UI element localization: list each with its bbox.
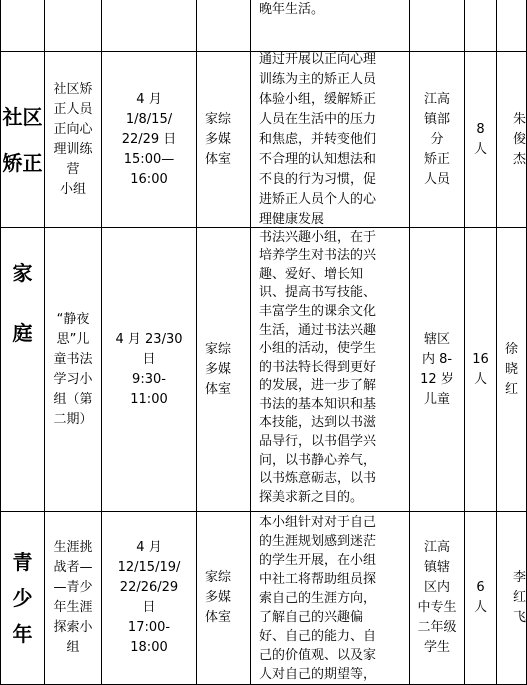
staff-cell	[497, 512, 526, 684]
count-line: 人	[473, 600, 487, 615]
content-line: 通过开展以正向心理	[259, 51, 377, 67]
content-line: 不良的行为习惯，促	[259, 171, 377, 187]
name-line: 二期）	[53, 411, 93, 427]
place-cell	[205, 512, 250, 684]
content-cell	[259, 225, 408, 511]
content-line: 体验小组，缓解矫正	[259, 91, 377, 107]
target-line: 12 岁	[420, 371, 454, 387]
content-line: 中社工将帮助组员探	[259, 571, 377, 587]
time-line: 22/26/29	[119, 580, 179, 595]
count-line: 16	[472, 351, 489, 367]
staff-line: 红	[512, 590, 526, 605]
count-line: 6	[476, 580, 485, 595]
place-line: 体室	[205, 151, 232, 167]
name-line: 童书法	[53, 351, 93, 367]
column-divider	[196, 0, 197, 685]
name-line: “静夜	[56, 311, 90, 327]
count-cell	[465, 512, 496, 684]
content-line: 的发展，进一步了解	[259, 378, 377, 394]
name-line: 营	[66, 161, 80, 177]
place-line: 家综	[205, 111, 232, 127]
time-line: 4 月	[136, 91, 162, 107]
category-line: 家	[12, 261, 33, 285]
staff-line: 红	[504, 381, 518, 397]
time-line: 15:00—	[123, 151, 175, 167]
content-cell	[259, 0, 407, 20]
place-line: 家综	[205, 570, 232, 585]
content-cell	[259, 512, 408, 684]
content-line: 的学生开展，在小组	[259, 552, 377, 568]
staff-cell	[497, 52, 526, 227]
content-line: 人员在生活中的压力	[259, 111, 377, 127]
name-line: 思”儿	[56, 331, 90, 347]
time-line: 日	[142, 600, 156, 615]
staff-cell	[497, 228, 526, 511]
content-line: 的书法特长得到更好	[259, 359, 377, 375]
name-line: 战者—	[53, 560, 93, 575]
content-line: 索自己的生涯方向，	[259, 590, 377, 606]
target-line: 学生	[423, 640, 450, 655]
content-line: 丰富学生的课余文化	[259, 303, 377, 319]
count-cell	[465, 52, 496, 227]
target-line: 分	[430, 131, 444, 147]
content-line: 进矫正人员个人的心	[259, 191, 377, 207]
place-line: 多媒	[205, 131, 232, 147]
category-line: 少	[12, 586, 33, 610]
category-line: 矫正	[2, 150, 43, 175]
content-line: 训练为主的矫正人员	[259, 71, 377, 87]
target-cell	[410, 228, 464, 511]
content-line: 探美求新之目的。	[259, 489, 364, 505]
content-line: 的生涯规划感到迷茫	[259, 533, 377, 549]
staff-line: 飞	[512, 610, 526, 625]
content-line: 小组的活动，使学生	[259, 341, 377, 357]
name-line: 小组	[59, 181, 86, 197]
staff-line: 俊	[512, 131, 526, 147]
name-cell	[45, 52, 101, 227]
content-line: 以书炼意砺志，以书	[259, 471, 377, 487]
content-cell	[259, 52, 408, 227]
content-line: 生活，通过书法兴趣	[259, 322, 377, 338]
content-line: 了解自己的兴趣偏	[259, 609, 364, 625]
content-line: 己的价值观、以及家	[259, 647, 377, 663]
content-line: 本技能，达到以书滋	[259, 415, 377, 431]
staff-line: 徐	[504, 341, 518, 357]
category-cell	[1, 512, 44, 684]
time-line: 9:30-	[132, 371, 166, 387]
count-line: 人	[473, 141, 487, 157]
content-line: 趣、爱好、增长知	[259, 266, 364, 282]
target-line: 辖区	[423, 331, 450, 347]
time-line: 16:00	[130, 171, 168, 187]
time-line: 4 月	[136, 540, 162, 555]
time-line: 1/8/15/	[125, 111, 173, 127]
target-line: 中专生	[417, 600, 457, 615]
target-line: 镇部	[423, 111, 450, 127]
place-line: 体室	[205, 381, 232, 397]
name-line: —青少	[53, 580, 93, 595]
time-cell	[102, 52, 196, 227]
name-line: 组（第	[53, 391, 93, 407]
time-line: 日	[142, 351, 156, 367]
name-line: 正人员	[53, 101, 93, 117]
name-line: 学习小	[53, 371, 93, 387]
target-line: 内 8-	[421, 351, 453, 367]
name-cell	[45, 512, 101, 684]
category-line: 庭	[12, 321, 33, 345]
category-cell	[1, 228, 44, 378]
name-cell	[45, 228, 101, 511]
target-line: 人员	[423, 171, 450, 187]
target-line: 儿童	[423, 391, 450, 407]
name-line: 社区矫	[53, 81, 93, 97]
time-line: 4 月 23/30	[115, 331, 183, 347]
category-line: 青	[12, 550, 33, 574]
count-line: 人	[473, 371, 487, 387]
staff-line: 杰	[512, 151, 526, 167]
category-line: 社区	[2, 104, 43, 129]
category-line: 年	[12, 622, 33, 646]
time-line: 12/15/19/	[117, 560, 181, 575]
time-cell	[102, 512, 196, 684]
target-line: 江高	[423, 91, 450, 107]
name-line: 年生涯	[53, 600, 93, 615]
staff-line: 李	[512, 570, 526, 585]
time-line: 11:00	[130, 391, 168, 407]
content-line: 识、提高书写技能、	[259, 285, 377, 301]
target-cell	[410, 512, 464, 684]
content-line: 问，以书静心养气，	[259, 452, 377, 468]
time-line: 22/29 日	[121, 131, 177, 147]
place-cell	[205, 228, 250, 511]
content-line: 不合理的认知想法和	[259, 151, 377, 167]
content-line: 理健康发展	[259, 211, 325, 227]
content-line: 培养学生对书法的兴	[259, 248, 377, 264]
time-line: 17:00-	[127, 620, 171, 635]
content-line: 书法的基本知识和基	[259, 396, 377, 412]
column-divider	[250, 0, 251, 685]
content-line: 本小组针对对于自己	[259, 514, 377, 530]
name-line: 理训练	[53, 141, 93, 157]
content-line: 人对自己的期望等，	[259, 666, 377, 682]
target-line: 矫正	[423, 151, 450, 167]
time-line: 18:00	[130, 640, 168, 655]
target-line: 江高	[423, 540, 450, 555]
content-line: 和焦虑，并转变他们	[259, 131, 377, 147]
place-line: 家综	[205, 341, 232, 357]
place-line: 体室	[205, 610, 232, 625]
content-line: 品导行，以书倡学兴	[259, 434, 377, 450]
place-line: 多媒	[205, 590, 232, 605]
count-cell	[465, 228, 496, 511]
content-line: 晚年生活。	[259, 2, 325, 17]
category-cell	[1, 52, 44, 227]
target-line: 区内	[423, 580, 450, 595]
target-cell	[410, 52, 464, 227]
name-line: 组	[66, 640, 80, 655]
name-line: 正向心	[53, 121, 93, 137]
staff-line: 朱	[512, 111, 526, 127]
place-line: 多媒	[205, 361, 232, 377]
count-line: 8	[476, 121, 485, 137]
name-line: 生涯挑	[53, 540, 93, 555]
content-line: 好、自己的能力、自	[259, 628, 377, 644]
name-line: 探索小	[53, 620, 93, 635]
target-line: 二年级	[417, 620, 457, 635]
place-cell	[205, 52, 250, 227]
staff-line: 晓	[504, 361, 518, 377]
content-line: 书法兴趣小组，在于	[259, 229, 377, 245]
time-cell	[102, 228, 196, 511]
target-line: 镇辖	[423, 560, 450, 575]
